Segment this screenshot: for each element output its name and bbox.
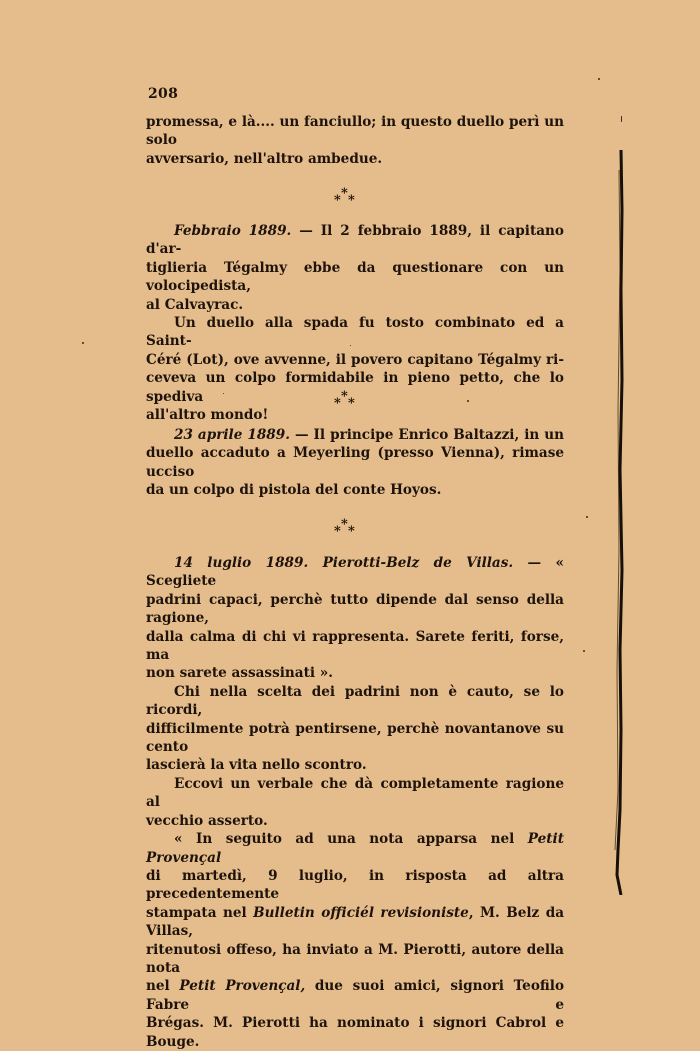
text-line: all'altro mondo!	[146, 407, 269, 424]
paper-speck	[621, 116, 622, 122]
text-block-luglio	[146, 554, 564, 1051]
newspaper-title: Bulletin officiél revisioniste	[253, 904, 469, 921]
entry-date: Febbraio 1889.	[174, 223, 292, 239]
text-line: Eccovi un verbale che dà completamente ragione al	[146, 775, 564, 811]
text-line: duello accaduto a Meyerling (presso Vienna), rimase ucciso	[146, 445, 564, 480]
text-line: dalla calma di chi vi rappresenta. Sarete feriti, forse, ma	[146, 628, 564, 664]
text-line: padrini capaci, perchè tutto dipende dal senso della ragione,	[146, 591, 564, 627]
text-line	[146, 904, 564, 941]
text-line: ritenutosi offeso, ha inviato a M. Pierotti, autore della nota	[146, 941, 564, 976]
text-line	[146, 554, 564, 591]
asterism-separator	[330, 187, 370, 209]
text-line: Céré (Lot), ove avvenne, il povero capitano Tégalmy ri-	[146, 351, 564, 368]
text-line: lascierà la vita nello scontro.	[146, 757, 367, 774]
asterism-star: *	[348, 193, 355, 208]
paper-speck	[583, 650, 585, 652]
text-fragment: stampata nel	[146, 904, 254, 921]
text-fragment: nel	[146, 978, 180, 995]
paper-speck	[586, 516, 588, 518]
text-line: Chi nella scelta dei padrini non è cauto, se lo ricordi,	[146, 683, 564, 719]
asterism-separator	[330, 390, 370, 412]
text-line	[146, 426, 564, 444]
entry-date: 14 luglio 1889. Pierotti-Belz de Villas.	[174, 555, 514, 571]
text-line: promessa, e là.... un fanciullo; in questo duello perì un solo	[146, 114, 564, 149]
text-line	[146, 830, 564, 867]
text-fragment: « In seguito ad una nota apparsa nel	[174, 831, 528, 848]
text-fragment: — « Scegliete	[146, 555, 564, 590]
text-line: di martedì, 9 luglio, in risposta ad altra precedentemente	[146, 867, 564, 903]
text-block-aprile	[146, 426, 564, 500]
text-fragment: — Il 2 febbraio 1889, il capitano d'ar-	[146, 223, 564, 258]
text-line: non sarete assassinati ».	[146, 665, 333, 682]
asterism-star: *	[334, 193, 341, 208]
newspaper-title: Petit Provençal	[146, 831, 564, 866]
paper-speck	[350, 345, 351, 346]
page-number: 208	[148, 86, 179, 102]
text-line: ceveva un colpo formidabile in pieno petto, che lo spediva	[146, 370, 564, 405]
text-fragment: , M. Belz da Villas,	[146, 904, 565, 940]
asterism-star: *	[334, 396, 341, 411]
asterism-star: *	[341, 517, 348, 532]
text-block-opening	[146, 113, 564, 168]
asterism-separator	[330, 518, 370, 540]
paper-speck	[223, 393, 224, 394]
asterism-star: *	[341, 186, 348, 201]
text-fragment: — Il principe Enrico Baltazzi, in un	[289, 427, 565, 443]
text-line: Brégas. M. Pierotti ha nominato i signori Cabrol e Bouge.	[146, 1015, 564, 1050]
text-line: Un duello alla spada fu tosto combinato ed a Saint-	[146, 315, 564, 350]
text-line	[146, 222, 564, 259]
page-binding-edge	[612, 150, 626, 895]
text-line	[146, 977, 564, 1014]
entry-date: 23 aprile 1889.	[174, 427, 290, 443]
text-fragment: due suoi amici, signori Teofilo Fabre e	[146, 978, 565, 1013]
text-line: avversario, nell'altro ambedue.	[146, 150, 383, 167]
paper-speck	[82, 342, 84, 344]
newspaper-title: Petit Provençal,	[179, 978, 306, 995]
asterism-star: *	[348, 396, 355, 411]
text-line: vecchio asserto.	[146, 812, 268, 829]
paper-speck	[467, 400, 469, 402]
text-line: tiglieria Tégalmy ebbe da questionare con un volocipedista,	[146, 259, 564, 295]
asterism-star: *	[341, 389, 348, 404]
asterism-star: *	[348, 524, 355, 539]
text-line: da un colpo di pistola del conte Hoyos.	[146, 482, 442, 499]
paper-speck	[598, 78, 600, 80]
asterism-star: *	[334, 524, 341, 539]
text-line: difficilmente potrà pentirsene, perchè novantanove su cento	[146, 720, 564, 756]
text-line: al Calvayrac.	[146, 296, 244, 313]
